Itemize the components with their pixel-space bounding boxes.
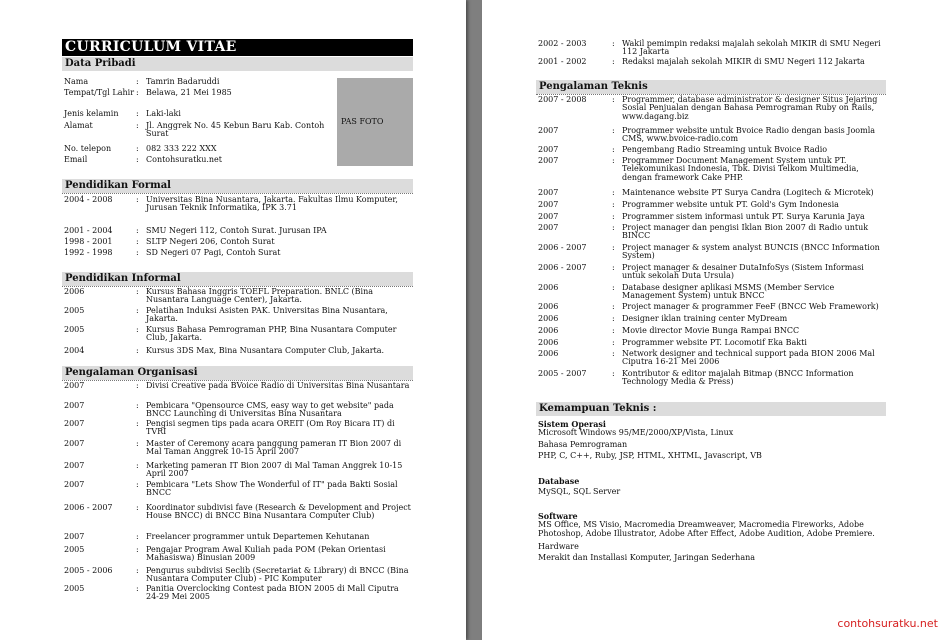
separator-colon: : xyxy=(136,226,139,235)
separator-colon: : xyxy=(612,263,615,272)
separator-colon: : xyxy=(136,88,139,97)
entry-date: 2007 xyxy=(538,200,559,209)
entry-date: 2006 xyxy=(538,302,559,311)
entry-date: 2007 xyxy=(64,419,85,428)
separator-colon: : xyxy=(612,145,615,154)
entry-date: 2007 xyxy=(538,145,559,154)
entry-date: 2005 - 2007 xyxy=(538,369,587,378)
entry-date: 2006 - 2007 xyxy=(64,503,113,512)
separator-colon: : xyxy=(612,349,615,358)
entry-date: 2006 xyxy=(64,287,85,296)
photo-label: PAS FOTO xyxy=(341,117,384,126)
entry-text: Programmer website PT. Locomotif Eka Bakti xyxy=(622,338,807,347)
entry-text: Maintenance website PT Surya Candra (Logitech & Microtek) xyxy=(622,188,874,197)
separator-colon: : xyxy=(136,237,139,246)
entry-date: No. telepon xyxy=(64,144,112,153)
lang-title: Bahasa Pemrograman xyxy=(538,440,628,449)
cv-title: CURRICULUM VITAE xyxy=(62,39,413,56)
separator-colon: : xyxy=(136,287,139,296)
separator-colon: : xyxy=(612,223,615,232)
entry-text: Movie director Movie Bunga Rampai BNCC xyxy=(622,326,800,335)
separator-colon: : xyxy=(612,39,615,48)
entry-text: Project manager dan pengisi Iklan Bion 2007 di Radio untuk BINCC xyxy=(622,223,869,241)
separator-colon: : xyxy=(612,326,615,335)
separator-colon: : xyxy=(612,188,615,197)
os-title: Sistem Operasi xyxy=(538,419,606,429)
separator-colon: : xyxy=(136,503,139,512)
entry-text: Programmer website untuk PT. Gold's Gym Indonesia xyxy=(622,200,839,209)
entry-text: Network designer and technical support pada BION 2006 Mal Ciputra 16-21 Mei 2006 xyxy=(622,349,875,367)
separator-colon: : xyxy=(136,248,139,257)
entry-text: Kontributor & editor majalah Bitmap (BNCC Information Technology Media & Press) xyxy=(622,369,854,387)
entry-text: Programmer Document Management System untuk PT. Telekomunikasi Indonesia, Tbk. Divisi Telkom Multimedia, dengan framework Cake PHP. xyxy=(622,156,859,182)
section-data-pribadi: Data Pribadi xyxy=(62,57,413,71)
entry-date: 1992 - 1998 xyxy=(64,248,113,257)
entry-text: Redaksi majalah sekolah MIKIR di SMU Negeri 112 Jakarta xyxy=(622,57,865,66)
separator-colon: : xyxy=(136,480,139,489)
entry-text: Kursus Bahasa Inggris TOEFL Preparation. BNLC (Bina Nusantara Language Center), Jakarta. xyxy=(146,287,373,305)
entry-date: 2006 xyxy=(538,349,559,358)
separator-colon: : xyxy=(136,545,139,554)
entry-date: 2001 - 2002 xyxy=(538,57,587,66)
separator-colon: : xyxy=(136,77,139,86)
hardware-title: Hardware xyxy=(538,542,579,551)
lang-text: PHP, C, C++, Ruby, JSP, HTML, XHTML, Javascript, VB xyxy=(538,451,762,460)
entry-text: SD Negeri 07 Pagi, Contoh Surat xyxy=(146,248,281,257)
separator-colon: : xyxy=(612,243,615,252)
separator-colon: : xyxy=(136,346,139,355)
entry-date: 2007 xyxy=(64,532,85,541)
separator-colon: : xyxy=(612,156,615,165)
entry-text: Wakil pemimpin redaksi majalah sekolah MIKIR di SMU Negeri 112 Jakarta xyxy=(622,39,881,57)
entry-text: Programmer, database administrator & designer Situs Jejaring Sosial Penjualan dengan Bahasa Pemrograman Ruby on Rails, www.dagang.biz xyxy=(622,95,878,121)
entry-date: 2006 xyxy=(538,338,559,347)
separator-colon: : xyxy=(136,195,139,204)
entry-date: Alamat xyxy=(64,121,93,130)
entry-text: 082 333 222 XXX xyxy=(146,144,217,153)
entry-text: Tamrin Badaruddi xyxy=(146,77,220,86)
entry-date: 2007 xyxy=(64,461,85,470)
section-kemampuan-teknis: Kemampuan Teknis : xyxy=(536,402,886,416)
software-text: MS Office, MS Visio, Macromedia Dreamweaver, Macromedia Fireworks, Adobe Photoshop, Adobe Illustrator, Adobe After Effect, Adobe Audition, Adobe Premiere. xyxy=(538,520,875,538)
entry-text: SLTP Negeri 206, Contoh Surat xyxy=(146,237,275,246)
entry-date: 2007 xyxy=(64,401,85,410)
entry-date: Tempat/Tgl Lahir xyxy=(64,88,135,97)
section-pengalaman-teknis: Pengalaman Teknis xyxy=(536,80,886,94)
entry-date: 2007 xyxy=(64,381,85,390)
entry-text: Universitas Bina Nusantara, Jakarta. Fakultas Ilmu Komputer, Jurusan Teknik Informatika, IPK 3.71 xyxy=(146,195,398,213)
separator-colon: : xyxy=(136,461,139,470)
entry-date: 2007 xyxy=(538,188,559,197)
page-right xyxy=(482,0,948,640)
entry-text: Pengembang Radio Streaming untuk Bvoice Radio xyxy=(622,145,828,154)
entry-text: Pengajar Program Awal Kuliah pada POM (Pekan Orientasi Mahasiswa) Binusian 2009 xyxy=(146,545,386,563)
entry-date: 2007 xyxy=(538,156,559,165)
entry-date: 2005 xyxy=(64,584,85,593)
separator-colon: : xyxy=(612,283,615,292)
entry-text: Laki-laki xyxy=(146,109,181,118)
entry-date: 2007 xyxy=(64,439,85,448)
watermark: contohsuratku.net xyxy=(837,617,938,630)
entry-date: 2004 xyxy=(64,346,85,355)
separator-colon: : xyxy=(612,338,615,347)
entry-date: 2005 xyxy=(64,325,85,334)
entry-date: 2007 xyxy=(538,212,559,221)
separator-colon: : xyxy=(136,306,139,315)
entry-text: Contohsuratku.net xyxy=(146,155,222,164)
entry-date: 1998 - 2001 xyxy=(64,237,113,246)
hardware-text: Merakit dan Installasi Komputer, Jaringan Sederhana xyxy=(538,553,756,562)
entry-text: Master of Ceremony acara panggung pameran IT Bion 2007 di Mal Taman Anggrek 10-15 April 2007 xyxy=(146,439,402,457)
separator-colon: : xyxy=(612,57,615,66)
separator-colon: : xyxy=(136,566,139,575)
entry-text: Designer iklan training center MyDream xyxy=(622,314,788,323)
db-title: Database xyxy=(538,476,580,486)
entry-text: Project manager & desainer DutaInfoSys (Sistem Informasi untuk sekolah Duta Ursula) xyxy=(622,263,864,281)
entry-text: Pelatihan Induksi Asisten PAK. Universitas Bina Nusantara, Jakarta. xyxy=(146,306,388,324)
entry-text: Project manager & programmer FeeF (BNCC Web Framework) xyxy=(622,302,879,311)
entry-date: 2004 - 2008 xyxy=(64,195,113,204)
entry-date: Jenis kelamin xyxy=(64,109,119,118)
separator-colon: : xyxy=(612,302,615,311)
entry-date: 2007 xyxy=(538,126,559,135)
entry-date: 2006 - 2007 xyxy=(538,243,587,252)
separator-colon: : xyxy=(612,95,615,104)
separator-colon: : xyxy=(136,419,139,428)
entry-date: 2007 xyxy=(538,223,559,232)
entry-text: Marketing pameran IT Bion 2007 di Mal Taman Anggrek 10-15 April 2007 xyxy=(146,461,403,479)
section-pendidikan-formal: Pendidikan Formal xyxy=(62,179,413,193)
entry-date: 2005 xyxy=(64,545,85,554)
photo-placeholder xyxy=(337,78,413,166)
entry-date: 2006 xyxy=(538,283,559,292)
separator-colon: : xyxy=(136,381,139,390)
separator-colon: : xyxy=(136,584,139,593)
separator-colon: : xyxy=(136,532,139,541)
entry-text: Project manager & system analyst BUNCIS (BNCC Information System) xyxy=(622,243,880,261)
entry-text: Database designer aplikasi MSMS (Member Service Management System) untuk BNCC xyxy=(622,283,835,301)
entry-text: Pengurus subdivisi Seclib (Secretariat & Library) di BNCC (Bina Nusantara Computer Club) - PIC Komputer xyxy=(146,566,409,584)
entry-date: 2002 - 2003 xyxy=(538,39,587,48)
separator-colon: : xyxy=(136,155,139,164)
entry-date: 2006 - 2007 xyxy=(538,263,587,272)
separator-colon: : xyxy=(136,401,139,410)
entry-date: Nama xyxy=(64,77,89,86)
divider xyxy=(62,193,413,194)
entry-date: 2001 - 2004 xyxy=(64,226,113,235)
entry-text: Kursus 3DS Max, Bina Nusantara Computer Club, Jakarta. xyxy=(146,346,385,355)
separator-colon: : xyxy=(136,144,139,153)
entry-date: Email xyxy=(64,155,88,164)
entry-date: 2006 xyxy=(538,314,559,323)
entry-text: Divisi Creative pada BVoice Radio di Universitas Bina Nusantara xyxy=(146,381,410,390)
entry-text: Jl. Anggrek No. 45 Kebun Baru Kab. Contoh Surat xyxy=(146,121,325,139)
entry-text: Pengisi segmen tips pada acara OREIT (Om Roy Bicara IT) di TVRI xyxy=(146,419,395,437)
separator-colon: : xyxy=(612,212,615,221)
entry-date: 2005 xyxy=(64,306,85,315)
entry-text: Pembicara "Lets Show The Wonderful of IT" pada Bakti Sosial BNCC xyxy=(146,480,398,498)
entry-text: Kursus Bahasa Pemrograman PHP, Bina Nusantara Computer Club, Jakarta. xyxy=(146,325,397,343)
os-text: Microsoft Windows 95/ME/2000/XP/Vista, Linux xyxy=(538,428,734,437)
entry-text: SMU Negeri 112, Contoh Surat. Jurusan IPA xyxy=(146,226,327,235)
separator-colon: : xyxy=(136,439,139,448)
separator-colon: : xyxy=(136,109,139,118)
page-left xyxy=(0,0,466,640)
entry-date: 2007 - 2008 xyxy=(538,95,587,104)
entry-text: Pembicara "Opensource CMS, easy way to get website" pada BNCC Launching di Universitas Bina Nusantara xyxy=(146,401,394,419)
entry-text: Programmer website untuk Bvoice Radio dengan basis Joomla CMS, www.bvoice-radio.com xyxy=(622,126,876,144)
entry-text: Panitia Overclocking Contest pada BION 2005 di Mall Ciputra 24-29 Mei 2005 xyxy=(146,584,399,602)
entry-text: Koordinator subdivisi fave (Research & Development and Project House BNCC) di BNCC Bina Nusantara Computer Club) xyxy=(146,503,411,521)
separator-colon: : xyxy=(612,369,615,378)
software-title: Software xyxy=(538,511,578,521)
db-text: MySQL, SQL Server xyxy=(538,487,621,496)
entry-date: 2005 - 2006 xyxy=(64,566,113,575)
separator-colon: : xyxy=(136,121,139,130)
entry-text: Belawa, 21 Mei 1985 xyxy=(146,88,232,97)
separator-colon: : xyxy=(612,200,615,209)
section-pendidikan-informal: Pendidikan Informal xyxy=(62,272,413,286)
entry-text: Programmer sistem informasi untuk PT. Surya Karunia Jaya xyxy=(622,212,865,221)
separator-colon: : xyxy=(612,126,615,135)
entry-text: Freelancer programmer untuk Departemen Kehutanan xyxy=(146,532,370,541)
entry-date: 2007 xyxy=(64,480,85,489)
section-pengalaman-organisasi: Pengalaman Organisasi xyxy=(62,366,413,380)
entry-date: 2006 xyxy=(538,326,559,335)
separator-colon: : xyxy=(136,325,139,334)
separator-colon: : xyxy=(612,314,615,323)
